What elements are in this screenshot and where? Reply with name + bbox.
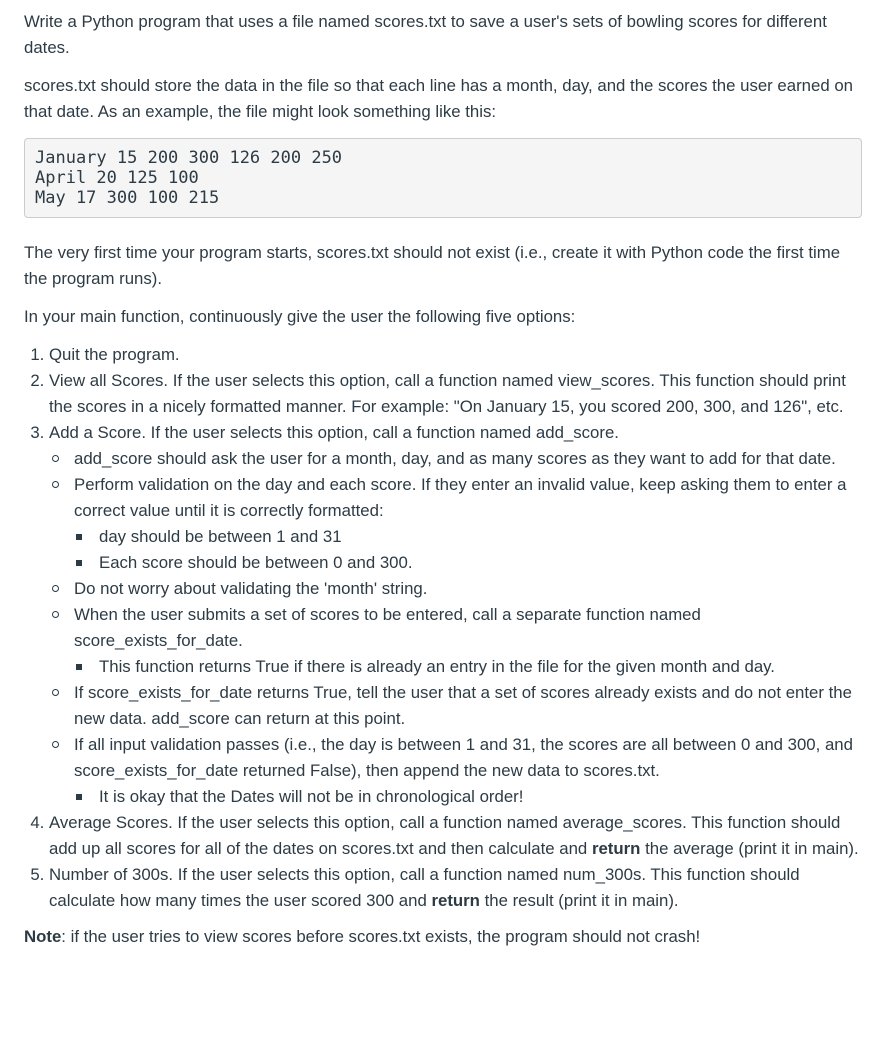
intro-paragraph-1: Write a Python program that uses a file named scores.txt to save a user's sets of bowling scores for different dates. [24, 12, 827, 57]
option-add-score: 3. Add a Score. If the user selects this option, call a function named add_score. add_score should ask the user for a month, day, and as many scores as they want to add for that date. Perform validation on the day and each score. If they enter an invalid value, keep asking them to enter a correct value until it is correctly formatted: day should be between 1 and 31 Each score should be between 0 and 300. Do not worry about validating the 'month' string. When the user submits a set of scores to be entered, call a separate function named score_exists_for_date. This function returns True if there is already an entry in the file for the given month and day. If score_exists_for_date returns True, tell the user that a set of scores already exists and do not enter the new data. add_score can return at this point. If all input validation passes (i.e., the day is between 1 and 31, the scores are all between 0 and 300, and score_exists_for_date returned False), then append the new data to scores.txt. It is okay that the Dates will not be in chronological order! [49, 420, 868, 810]
main-function-paragraph: In your main function, continuously give the user the following five options: [24, 307, 576, 326]
validation-rules [74, 524, 868, 576]
options-list [24, 342, 868, 914]
option-average-scores: 4. Average Scores. If the user selects this option, call a function named average_scores. This function should add up all scores for all of the dates on scores.txt and then calculate and return the average (print it in main). [49, 810, 868, 862]
note-text: : if the user tries to view scores before scores.txt exists, the program should not crash! [61, 927, 701, 946]
list-item: If score_exists_for_date returns True, tell the user that a set of scores already exists and do not enter the new data. add_score can return at this point. [74, 680, 868, 732]
add-score-details [49, 446, 868, 810]
list-item: day should be between 1 and 31 [99, 524, 868, 550]
code-line: January 15 200 300 126 200 250 [35, 148, 343, 168]
code-line: April 20 125 100 [35, 168, 199, 188]
list-item: Each score should be between 0 and 300. [99, 550, 868, 576]
bold-return: return [591, 839, 641, 858]
list-item: When the user submits a set of scores to be entered, call a separate function named score_exists_for_date. This function returns True if there is already an entry in the file for the given month and day. [74, 602, 868, 680]
code-line: May 17 300 100 215 [35, 188, 220, 208]
list-item: Do not worry about validating the 'month' string. [74, 576, 868, 602]
bold-return: return [431, 891, 480, 910]
option-quit: 1. Quit the program. [49, 342, 868, 368]
note-label: Note [24, 927, 62, 946]
list-item: If all input validation passes (i.e., the day is between 1 and 31, the scores are all between 0 and 300, and score_exists_for_date returned False), then append the new data to scores.txt. It is okay that the Dates will not be in chronological order! [74, 732, 868, 810]
option-view-scores: 2. View all Scores. If the user selects this option, call a function named view_scores. This function should print the scores in a nicely formatted manner. For example: "On January 15, you scored 200, 300, and 126", etc. [49, 368, 868, 420]
list-item: Perform validation on the day and each score. If they enter an invalid value, keep asking them to enter a correct value until it is correctly formatted: day should be between 1 and 31 Each score should be between 0 and 300. [74, 472, 868, 576]
list-item: add_score should ask the user for a month, day, and as many scores as they want to add for that date. [74, 446, 868, 472]
list-item: It is okay that the Dates will not be in chronological order! [99, 784, 868, 810]
option-num-300s: 5. Number of 300s. If the user selects this option, call a function named num_300s. This function should calculate how many times the user scored 300 and return the result (print it in main). [49, 862, 868, 914]
code-example-block [24, 138, 862, 218]
intro-paragraph-2: scores.txt should store the data in the file so that each line has a month, day, and the scores the user earned on that date. As an example, the file might look something like this: [24, 76, 853, 121]
list-item: This function returns True if there is already an entry in the file for the given month and day. [99, 654, 868, 680]
note-paragraph [24, 924, 868, 950]
score-exists-details [74, 654, 868, 680]
first-run-paragraph: The very first time your program starts, scores.txt should not exist (i.e., create it with Python code the first time the program runs). [24, 243, 841, 288]
append-details [74, 784, 868, 810]
